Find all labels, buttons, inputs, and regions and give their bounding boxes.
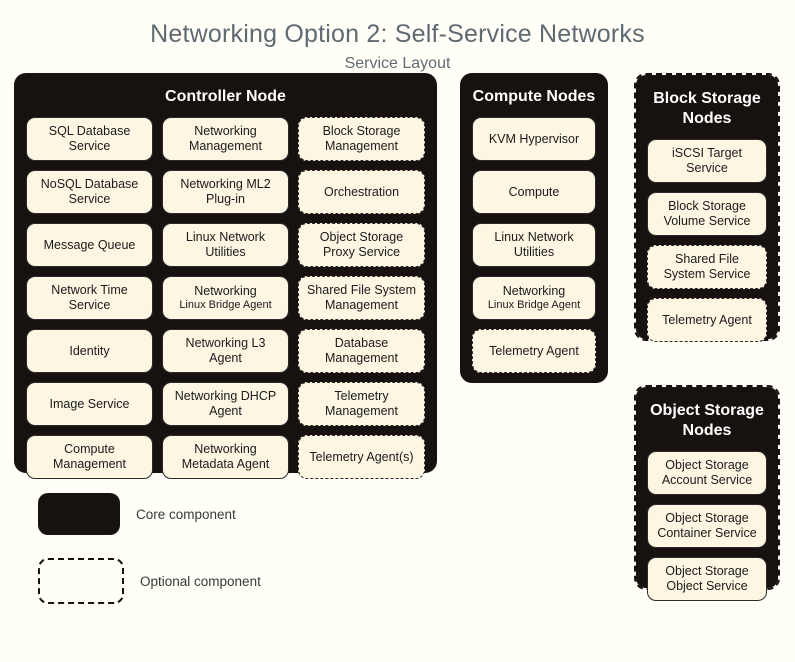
service-label: KVM Hypervisor <box>488 131 580 146</box>
legend-swatch-core <box>38 493 120 535</box>
service-box[interactable] <box>298 117 425 161</box>
diagram-canvas <box>0 73 795 613</box>
legend-core-component <box>38 493 236 535</box>
group-block-storage-nodes <box>634 73 780 341</box>
service-label: Network Time Service <box>51 283 128 312</box>
service-label-main: Networking <box>502 284 566 299</box>
service-label <box>488 284 580 312</box>
service-label-sub: Linux Bridge Agent <box>487 298 581 311</box>
controller-column-1 <box>26 117 153 479</box>
service-label: Networking ML2 Plug-in <box>180 177 271 206</box>
service-label: Object Storage Account Service <box>661 458 753 487</box>
service-label: SQL Database Service <box>48 124 131 153</box>
legend-swatch-optional <box>38 558 124 604</box>
controller-column-2 <box>162 117 289 479</box>
service-label: Linux Network Utilities <box>494 230 574 259</box>
service-box[interactable] <box>298 329 425 373</box>
group-title-controller: Controller Node <box>165 88 286 105</box>
service-box[interactable] <box>26 223 153 267</box>
service-box[interactable] <box>647 557 767 601</box>
service-box[interactable] <box>647 298 767 342</box>
service-box[interactable] <box>647 504 767 548</box>
service-box[interactable] <box>298 276 425 320</box>
page-title: Networking Option 2: Self-Service Networks <box>150 20 645 48</box>
service-label: Telemetry Management <box>325 389 398 418</box>
controller-column-3 <box>298 117 425 479</box>
service-label <box>179 284 271 312</box>
service-box[interactable] <box>26 435 153 479</box>
service-label: Image Service <box>49 396 130 411</box>
service-box[interactable] <box>26 329 153 373</box>
service-label: Networking DHCP Agent <box>174 389 277 418</box>
service-box[interactable] <box>298 435 425 479</box>
block-storage-column-1 <box>647 139 767 342</box>
service-label: Object Storage Proxy Service <box>319 230 404 259</box>
service-box[interactable] <box>162 382 289 426</box>
service-label: Object Storage Container Service <box>657 511 757 540</box>
legend-label-core: Core component <box>136 506 236 522</box>
service-label: Telemetry Agent(s) <box>309 449 414 464</box>
group-title-object-storage: Object Storage Nodes <box>650 402 764 439</box>
group-controller-node <box>14 73 437 473</box>
service-box[interactable] <box>647 192 767 236</box>
group-object-storage-nodes <box>634 385 780 593</box>
service-label: Networking L3 Agent <box>185 336 266 365</box>
service-box[interactable] <box>162 435 289 479</box>
service-box[interactable] <box>472 170 596 214</box>
service-box[interactable] <box>472 117 596 161</box>
service-label: Networking Management <box>189 124 262 153</box>
service-label: Networking Metadata Agent <box>181 442 270 471</box>
service-label-sub: Linux Bridge Agent <box>179 298 272 311</box>
object-storage-columns <box>648 451 766 601</box>
service-box[interactable] <box>26 276 153 320</box>
service-box[interactable] <box>298 223 425 267</box>
service-box[interactable] <box>26 170 153 214</box>
service-box[interactable] <box>647 245 767 289</box>
service-label: Compute Management <box>53 442 126 471</box>
service-box[interactable] <box>298 382 425 426</box>
legend-optional-component <box>38 558 261 604</box>
group-title-block-storage: Block Storage Nodes <box>653 90 761 127</box>
controller-columns <box>26 117 425 479</box>
compute-columns <box>472 117 596 373</box>
service-label: Orchestration <box>323 184 400 199</box>
service-box[interactable] <box>472 223 596 267</box>
page-subtitle: Service Layout <box>344 55 451 72</box>
object-storage-column-1 <box>647 451 767 601</box>
group-compute-nodes <box>460 73 608 383</box>
service-box[interactable] <box>26 117 153 161</box>
compute-column-1 <box>472 117 596 373</box>
service-label: Shared File System Management <box>306 283 417 312</box>
block-storage-columns <box>648 139 766 342</box>
service-label: Shared File System Service <box>663 252 751 281</box>
service-box[interactable] <box>647 139 767 183</box>
service-label: iSCSI Target Service <box>672 146 742 175</box>
service-label: Block Storage Management <box>322 124 401 153</box>
service-label: Telemetry Agent <box>662 312 752 327</box>
service-label: Database Management <box>325 336 398 365</box>
service-label: Linux Network Utilities <box>185 230 266 259</box>
service-box[interactable] <box>472 329 596 373</box>
service-label: Telemetry Agent <box>489 343 579 358</box>
service-label: Message Queue <box>43 237 136 252</box>
service-label: Identity <box>69 343 110 358</box>
service-box[interactable] <box>162 329 289 373</box>
service-box[interactable] <box>162 170 289 214</box>
service-box[interactable] <box>647 451 767 495</box>
service-box[interactable] <box>162 223 289 267</box>
service-box[interactable] <box>26 382 153 426</box>
service-label: Object Storage Object Service <box>665 564 749 593</box>
service-label: NoSQL Database Service <box>40 177 139 206</box>
service-label: Block Storage Volume Service <box>663 199 751 228</box>
service-box[interactable] <box>162 117 289 161</box>
service-label: Compute <box>508 184 560 199</box>
service-box[interactable] <box>298 170 425 214</box>
legend-label-optional: Optional component <box>140 573 261 589</box>
group-title-compute: Compute Nodes <box>472 88 596 105</box>
service-box[interactable] <box>162 276 289 320</box>
service-box[interactable] <box>472 276 596 320</box>
service-label-main: Networking <box>194 284 257 299</box>
